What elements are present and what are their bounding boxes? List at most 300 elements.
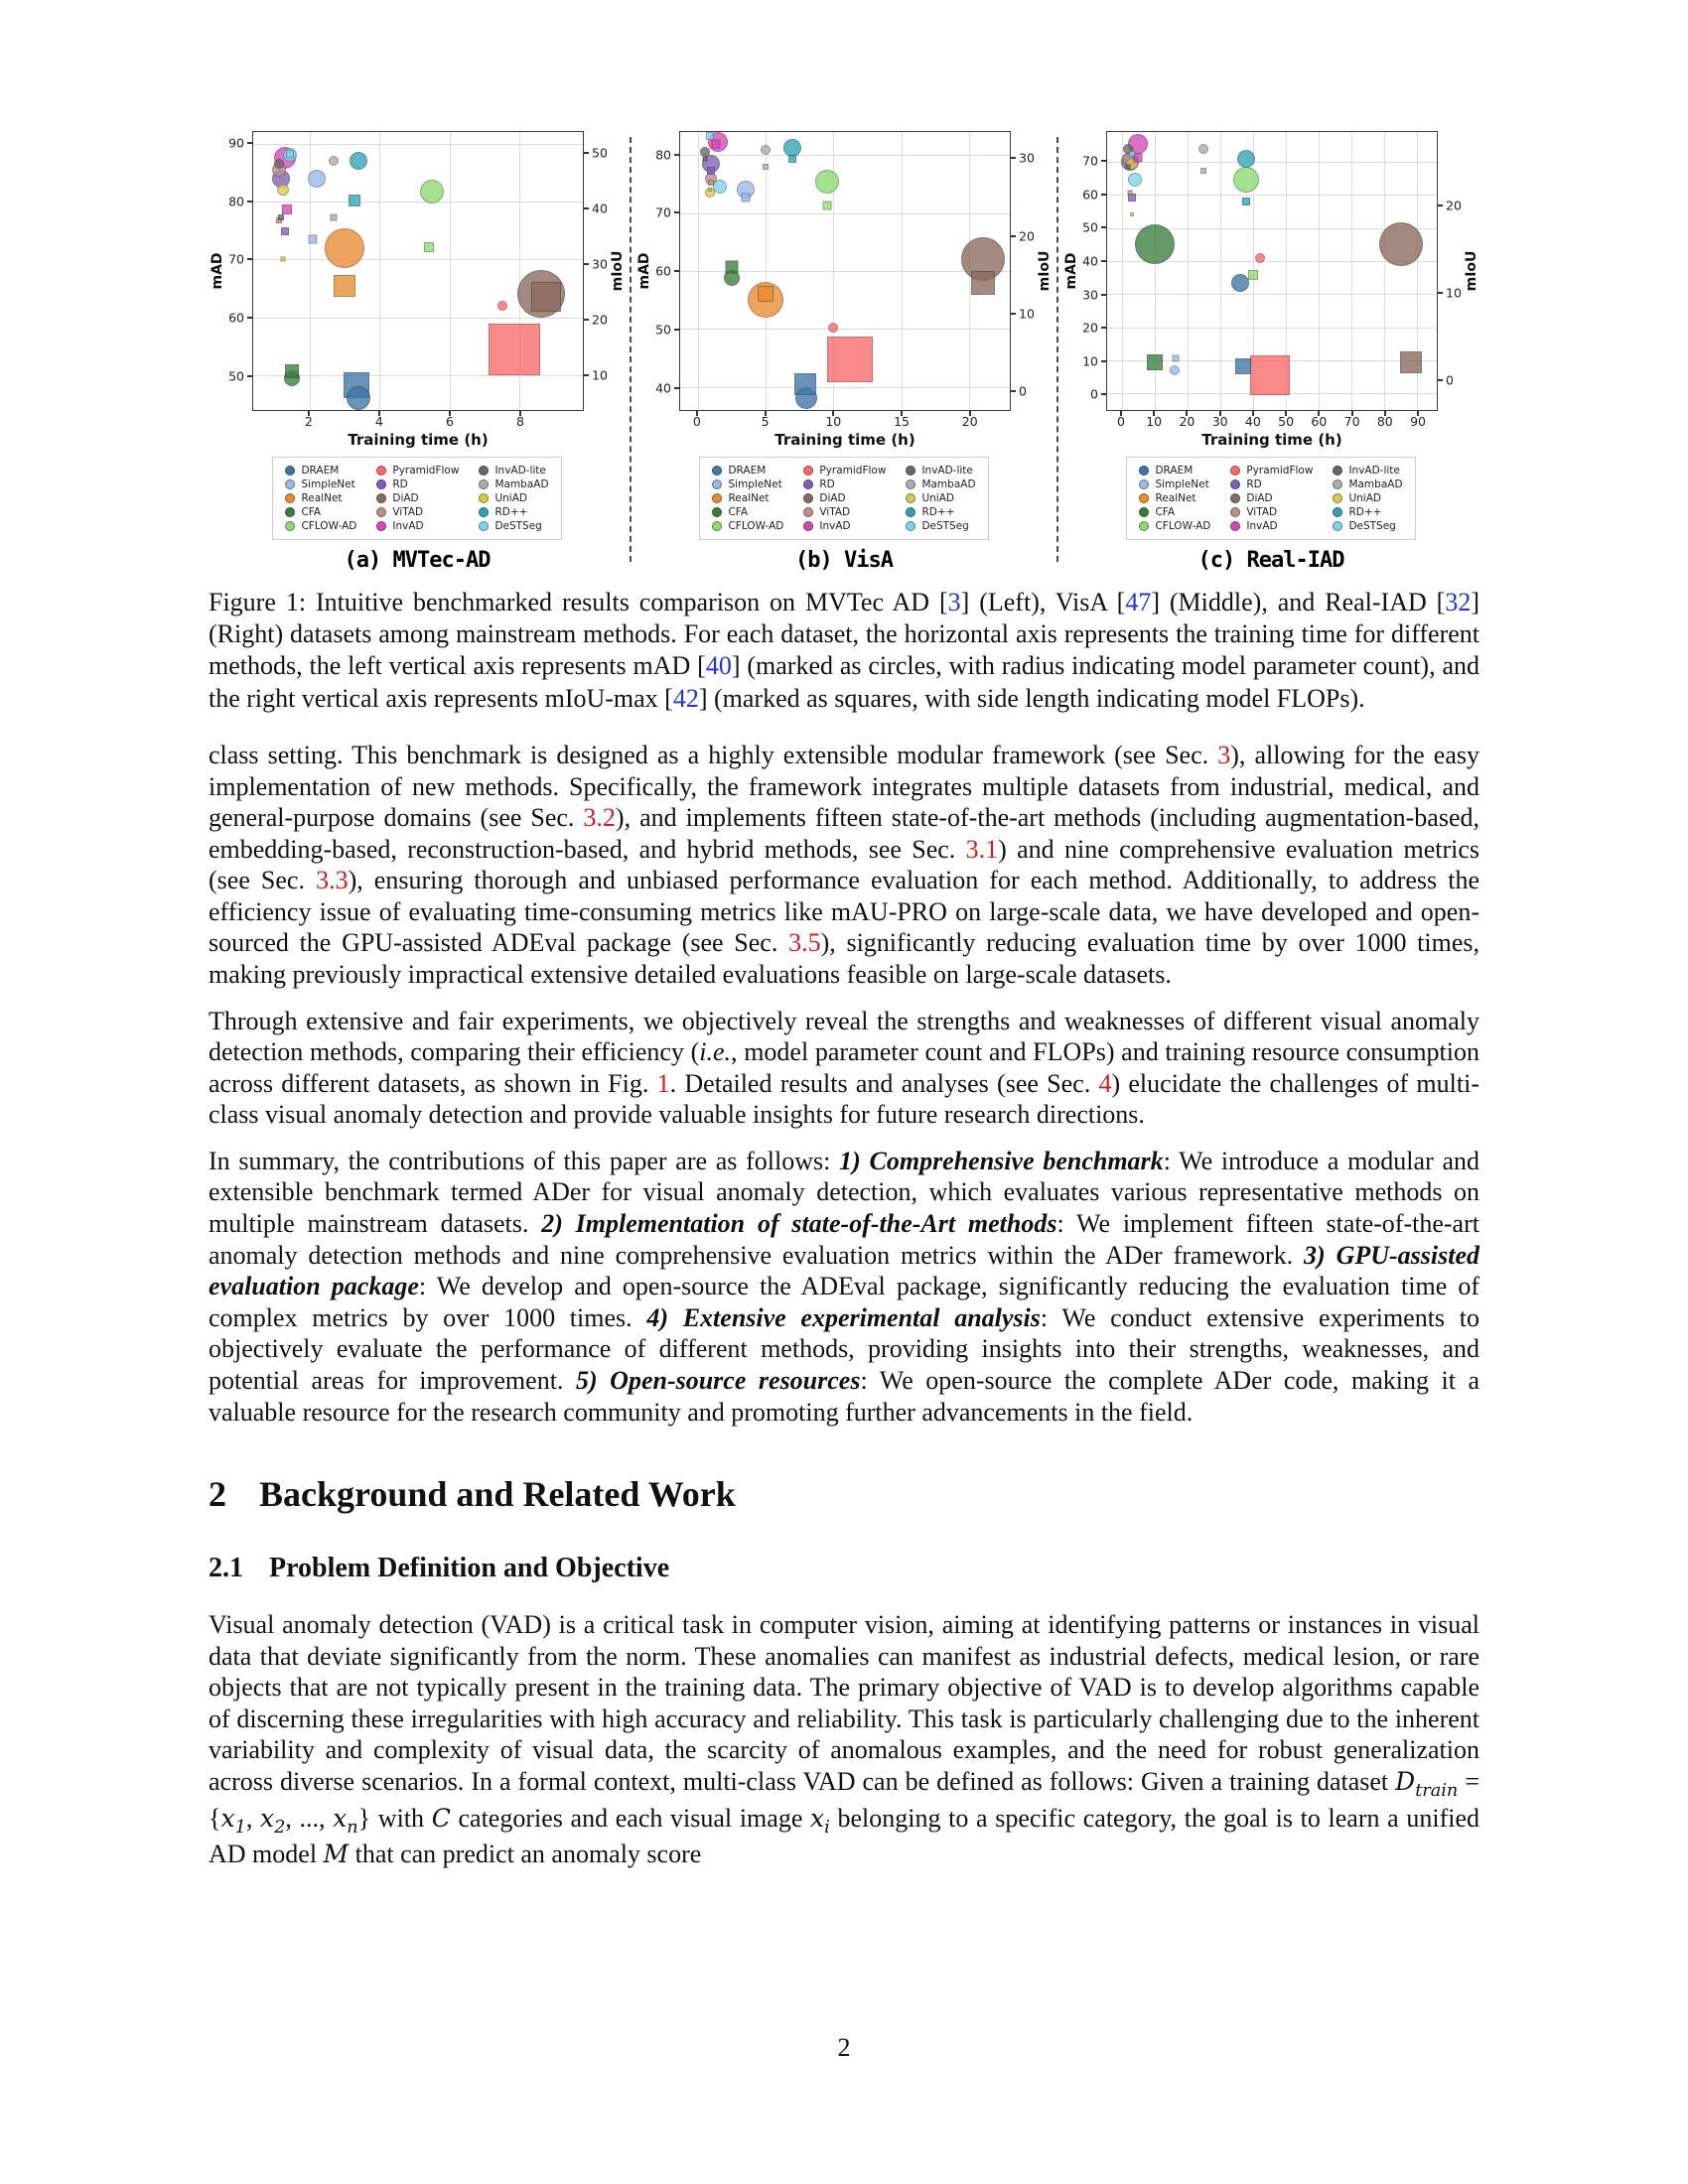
legend-label: ViTAD: [819, 506, 851, 518]
legend-marker-icon: [1333, 479, 1342, 489]
legend-label: CFLOW-AD: [728, 520, 784, 532]
chart-subcaption: (a) MVTec-AD: [344, 548, 491, 573]
legend-item-rd: [376, 478, 459, 491]
data-point-draem-circle: [347, 386, 370, 410]
legend-marker-icon: [803, 479, 813, 489]
legend-label: PyramidFlow: [1246, 465, 1314, 477]
subsection-title: Problem Definition and Objective: [269, 1553, 670, 1584]
plot-area: [679, 131, 1011, 411]
legend-item-invad-lite: [906, 464, 975, 478]
section-ref-link[interactable]: 3.2: [583, 803, 616, 833]
legend-marker-icon: [479, 507, 489, 517]
data-point-cfa-square: [725, 261, 738, 274]
chart-subcaption: (c) Real-IAD: [1197, 548, 1344, 573]
legend-item-mambaad: [1333, 478, 1402, 491]
legend-label: RD++: [1348, 506, 1382, 518]
chart-panel-visa: [635, 131, 1053, 573]
gridline-horizontal: [1107, 328, 1437, 329]
right-axis-tick-mark: [584, 152, 589, 154]
data-point-cflow-ad-square: [822, 201, 831, 209]
legend-item-draem: [1139, 464, 1210, 478]
section-ref-link[interactable]: 3.5: [788, 928, 821, 958]
data-point-mambaad-circle: [761, 145, 771, 155]
data-point-invad-square: [1134, 154, 1143, 163]
left-axis-tick-label: 30: [1082, 287, 1098, 302]
legend-marker-icon: [376, 479, 386, 489]
citation-link[interactable]: 42: [672, 683, 699, 713]
text-segment: class setting. This benchmark is designed as a highly extensible modular framework (see Sec.: [209, 740, 1218, 769]
x-axis-tick-label: 80: [1376, 414, 1393, 429]
legend-marker-icon: [803, 493, 813, 503]
gridline-vertical: [902, 132, 903, 410]
right-axis-tick-mark: [1011, 313, 1016, 315]
data-point-mambaad-square: [763, 164, 769, 170]
text-segment: n: [347, 1817, 358, 1838]
left-axis-label: mAD: [1063, 252, 1079, 290]
legend-marker-icon: [1139, 507, 1149, 517]
text-segment: , model parameter count and FLOPs) and training resource consumption across different datasets, as shown in Fig.: [209, 1037, 1479, 1098]
legend-marker-icon: [712, 521, 722, 531]
legend-item-realnet: [712, 491, 783, 505]
text-segment: x: [260, 1803, 275, 1833]
legend-label: InvAD-lite: [921, 465, 973, 477]
legend-label: RD: [392, 478, 408, 490]
data-point-rd++-circle: [1237, 150, 1255, 168]
right-axis-tick-label: 20: [592, 312, 608, 328]
left-axis-tick-label: 50: [655, 322, 671, 338]
section-title: Background and Related Work: [259, 1474, 736, 1515]
left-axis: [1062, 131, 1106, 411]
text-segment: ), allowing for the easy implementation of new methods. Specifically, the framework integrates multiple datasets from industrial, medical, and general-purpose domains (see Sec.: [209, 740, 1479, 833]
x-axis-tick-label: 20: [961, 414, 978, 429]
gridline-horizontal: [253, 375, 583, 376]
legend-item-invad: [803, 519, 886, 533]
right-axis-tick-label: 10: [1446, 285, 1462, 301]
x-axis-tick-label: 90: [1410, 414, 1426, 429]
legend-item-mambaad: [906, 478, 975, 491]
gridline-horizontal: [253, 318, 583, 319]
gridline-vertical: [1384, 132, 1385, 410]
data-point-invad-lite-square: [1126, 165, 1131, 170]
data-point-draem-square: [1235, 358, 1251, 374]
legend-label: UniAD: [494, 492, 527, 504]
legend-marker-icon: [906, 507, 915, 517]
gridline-horizontal: [680, 329, 1010, 330]
right-axis-tick-label: 10: [592, 367, 608, 383]
gridline-horizontal: [253, 144, 583, 145]
data-point-rd++-circle: [350, 152, 367, 170]
section-ref-link[interactable]: 1: [656, 1068, 670, 1098]
legend-item-destseg: [1333, 519, 1402, 533]
legend-item-uniad: [479, 491, 548, 505]
left-axis-tick-label: 50: [1082, 219, 1098, 235]
text-segment: = {: [209, 1766, 1479, 1833]
legend-item-cfa: [285, 505, 356, 519]
panel-separator: [1056, 137, 1058, 562]
left-axis-tick-label: 60: [655, 263, 671, 279]
data-point-cfa-square: [285, 364, 299, 378]
text-segment: ), ensuring thorough and unbiased performance evaluation for each method. Additionally, to address the efficiency issue of evaluating time-consuming metrics like mAU-PRO on large-scale data, we have developed and open-sourced the GPU-assisted ADEval package (see Sec.: [209, 866, 1479, 958]
text-segment: train: [1415, 1781, 1459, 1802]
legend-item-invad-lite: [479, 464, 548, 478]
data-point-pyramidflow-circle: [828, 323, 838, 333]
data-point-realnet-square: [334, 275, 355, 297]
text-segment: D: [1395, 1766, 1416, 1796]
legend-label: DRAEM: [1155, 465, 1194, 477]
data-point-rd++-square: [1242, 198, 1250, 205]
legend-item-vitad: [803, 505, 886, 519]
x-axis-tick-label: 5: [761, 414, 770, 429]
left-axis-label: mAD: [636, 252, 652, 290]
text-segment: , ...,: [285, 1803, 334, 1833]
legend-marker-icon: [1139, 521, 1149, 531]
data-point-draem-square: [794, 373, 816, 395]
text-segment: i: [824, 1817, 830, 1838]
data-point-invad-square: [711, 139, 720, 148]
text-segment: ] (marked as circles, with radius indicating model parameter count), and the right vertical axis represents mIoU-max [: [209, 651, 1479, 713]
chart-area: [1062, 131, 1479, 411]
data-point-rd-square: [707, 167, 715, 175]
right-axis-tick-mark: [584, 263, 589, 265]
gridline-vertical: [1351, 132, 1352, 410]
data-point-pyramidflow-square: [1250, 355, 1290, 395]
gridline-vertical: [1319, 132, 1320, 410]
text-segment: ), significantly reducing evaluation time by over 1000 times, making previously impractical extensive detailed evaluations feasible on large-scale datasets.: [209, 928, 1480, 989]
legend-marker-icon: [1333, 507, 1342, 517]
legend-label: DeSTSeg: [921, 520, 969, 532]
left-axis-tick-label: 90: [228, 135, 244, 151]
data-point-uniad-square: [708, 188, 712, 192]
legend-label: UniAD: [1348, 492, 1381, 504]
legend-label: RealNet: [728, 492, 770, 504]
data-point-realnet-circle: [325, 228, 364, 268]
legend-marker-icon: [1230, 493, 1240, 503]
data-point-invad-lite-square: [702, 157, 707, 162]
right-axis-tick-mark: [584, 319, 589, 321]
text-segment: 1) Comprehensive benchmark: [839, 1146, 1164, 1175]
legend-label: DiAD: [1246, 492, 1273, 504]
legend-label: PyramidFlow: [819, 465, 887, 477]
data-point-simplenet-square: [1173, 354, 1180, 361]
x-axis-tick-label: 2: [304, 414, 313, 429]
body-paragraph-3: [209, 1146, 1479, 1428]
legend-label: DiAD: [392, 492, 419, 504]
data-point-uniad-square: [281, 256, 286, 261]
legend-label: UniAD: [921, 492, 954, 504]
text-segment: that can predict an anomaly score: [349, 1840, 702, 1869]
legend-label: CFA: [301, 506, 322, 518]
legend-label: DeSTSeg: [494, 520, 542, 532]
legend-marker-icon: [712, 493, 722, 503]
x-axis-ticks: [252, 411, 584, 430]
right-axis-tick-mark: [1011, 390, 1016, 392]
left-axis-tick-label: 70: [228, 251, 244, 267]
x-axis-tick-label: 6: [445, 414, 454, 429]
legend-marker-icon: [803, 521, 813, 531]
right-axis-label: mIoU: [1037, 250, 1053, 292]
right-axis-tick-mark: [1011, 157, 1016, 159]
left-axis-tick-label: 60: [1082, 187, 1098, 203]
text-segment: ,: [245, 1803, 260, 1833]
text-segment: Figure 1: Intuitive benchmarked results comparison on MVTec AD [: [209, 588, 948, 616]
data-point-destseg-square: [286, 150, 294, 158]
x-axis-tick-label: 10: [825, 414, 842, 429]
data-point-simplenet-circle: [1170, 365, 1180, 375]
right-axis-tick-mark: [1011, 235, 1016, 237]
chart-area: [635, 131, 1053, 411]
legend-item-realnet: [285, 491, 356, 505]
text-segment: ] (Middle), and Real-IAD [: [1151, 588, 1446, 616]
legend-label: InvAD: [392, 520, 424, 532]
right-axis-tick-label: 30: [1019, 150, 1035, 166]
text-segment: : We implement fifteen state-of-the-art anomaly detection methods and nine comprehensive evaluation metrics within the ADer framework.: [209, 1209, 1479, 1270]
x-axis-tick-label: 30: [1211, 414, 1228, 429]
data-point-cflow-ad-square: [1248, 270, 1258, 280]
text-segment: In summary, the contributions of this paper are as follows:: [209, 1146, 840, 1175]
data-point-vitad-square: [708, 180, 714, 186]
legend-item-destseg: [906, 519, 975, 533]
legend-item-rd: [1230, 478, 1313, 491]
legend-label: DiAD: [819, 492, 846, 504]
legend-label: RD: [1246, 478, 1262, 490]
section-heading-2: [209, 1473, 1479, 1515]
right-axis-tick-label: 20: [1446, 198, 1462, 213]
left-axis-tick-label: 20: [1082, 320, 1098, 336]
x-axis-tick-label: 0: [692, 414, 701, 429]
legend-label: RealNet: [1155, 492, 1196, 504]
legend-label: SimpleNet: [1155, 478, 1209, 490]
data-point-simplenet-circle: [308, 170, 326, 188]
left-axis-tick-label: 70: [655, 205, 671, 220]
legend-item-diad: [376, 491, 459, 505]
x-axis-tick-label: 40: [1244, 414, 1261, 429]
data-point-cflow-ad-square: [424, 242, 434, 252]
data-point-diad-square: [531, 282, 561, 312]
left-axis: [209, 131, 252, 411]
right-axis-tick-mark: [1438, 205, 1443, 206]
text-segment: : We open-source the complete ADer code, making it a valuable resource for the research community and promoting further advancements in the field.: [209, 1365, 1480, 1427]
legend-item-draem: [285, 464, 356, 478]
gridline-vertical: [379, 132, 380, 410]
text-segment: i.e.: [699, 1037, 732, 1067]
legend-label: CFA: [728, 506, 749, 518]
panel-separator: [630, 137, 632, 562]
chart-legend: [272, 457, 561, 540]
x-axis-tick-label: 10: [1146, 414, 1163, 429]
text-segment: ] (Left), VisA [: [960, 588, 1126, 616]
legend-marker-icon: [712, 507, 722, 517]
text-segment: Visual anomaly detection (VAD) is a critical task in computer vision, aiming at identifying patterns or instances in visual data that deviate significantly from the norm. These anomalies can manifest as industrial defects, medical lesion, or rare objects that are not typically present in the training data. The primary objective of VAD is to develop algorithms capable of discerning these irregularities with high accuracy and reliability. This task is particularly challenging due to the inherent variability and complexity of visual data, the scarcity of anomalous examples, and the need for robust generalization across diverse scenarios. In a formal context, multi-class VAD can be defined as follows: Given a training dataset: [209, 1610, 1479, 1796]
x-axis-tick-label: 8: [516, 414, 525, 429]
text-segment: 2: [274, 1817, 286, 1838]
legend-marker-icon: [803, 507, 813, 517]
legend-marker-icon: [479, 521, 489, 531]
left-axis-tick-label: 0: [1090, 386, 1098, 402]
chart-legend: [1126, 457, 1415, 540]
legend-label: CFLOW-AD: [1155, 520, 1211, 532]
citation-link[interactable]: 32: [1445, 588, 1472, 616]
text-segment: 4) Extensive experimental analysis: [646, 1302, 1041, 1332]
left-axis-tick-label: 80: [655, 147, 671, 162]
x-axis-tick-label: 0: [1116, 414, 1125, 429]
legend-item-invad-lite: [1333, 464, 1402, 478]
x-axis-label: Training time (h): [1201, 431, 1342, 449]
text-segment: ] (marked as squares, with side length indicating model FLOPs).: [698, 683, 1365, 713]
data-point-mambaad-circle: [329, 156, 339, 166]
legend-label: RD: [819, 478, 835, 490]
legend-label: ViTAD: [392, 506, 424, 518]
legend-item-vitad: [1230, 505, 1313, 519]
data-point-pyramidflow-square: [489, 324, 540, 375]
legend-item-cfa: [1139, 505, 1210, 519]
gridline-vertical: [450, 132, 451, 410]
gridline-vertical: [1220, 132, 1221, 410]
legend-marker-icon: [906, 521, 915, 531]
legend-item-simplenet: [1139, 478, 1210, 491]
x-axis-label: Training time (h): [348, 431, 489, 449]
x-axis-label: Training time (h): [774, 431, 915, 449]
chart-legend: [699, 457, 988, 540]
data-point-simplenet-square: [309, 235, 318, 244]
gridline-horizontal: [680, 155, 1010, 156]
legend-label: MambaAD: [921, 478, 976, 490]
data-point-mambaad-circle: [1198, 144, 1208, 154]
legend-marker-icon: [285, 493, 295, 503]
text-segment: 1: [234, 1817, 246, 1838]
legend-label: CFA: [1155, 506, 1176, 518]
left-axis-tick-label: 80: [228, 194, 244, 208]
right-axis-tick-label: 40: [592, 201, 608, 216]
right-axis-label: mIoU: [1464, 250, 1479, 292]
text-segment: : We develop and open-source the ADEval package, significantly reducing the evaluation time of complex metrics by over 1000 times.: [209, 1272, 1479, 1332]
left-axis-tick-label: 10: [1082, 353, 1098, 369]
data-point-mambaad-square: [331, 213, 338, 220]
legend-label: PyramidFlow: [392, 465, 460, 477]
legend-item-rd++: [906, 505, 975, 519]
data-point-rd-square: [281, 227, 289, 235]
data-point-draem-circle: [1231, 274, 1249, 292]
gridline-horizontal: [1107, 294, 1437, 295]
legend-item-mambaad: [479, 478, 548, 491]
legend-marker-icon: [906, 479, 915, 489]
legend-marker-icon: [376, 521, 386, 531]
legend-marker-icon: [906, 466, 915, 476]
data-point-diad-circle: [1379, 222, 1423, 266]
legend-label: MambaAD: [1348, 478, 1403, 490]
legend-label: CFLOW-AD: [301, 520, 357, 532]
legend-marker-icon: [712, 466, 722, 476]
legend-marker-icon: [285, 521, 295, 531]
legend-label: InvAD: [1246, 520, 1278, 532]
text-segment: Through extensive and fair experiments, we objectively reveal the strengths and weaknesses of different visual anomaly detection methods, comparing their efficiency (: [209, 1006, 1479, 1067]
data-point-invad-lite-circle: [274, 159, 284, 169]
chart-subcaption: (b) VisA: [795, 548, 893, 573]
legend-item-diad: [803, 491, 886, 505]
legend-item-cflow-ad: [285, 519, 356, 533]
chart-panel-real-iad: [1062, 131, 1479, 573]
legend-label: DRAEM: [301, 465, 340, 477]
data-point-uniad-circle: [277, 184, 289, 196]
legend-item-pyramidflow: [1230, 464, 1313, 478]
legend-marker-icon: [1333, 493, 1342, 503]
data-point-invad-square: [282, 205, 292, 214]
data-point-mambaad-square: [1200, 168, 1206, 174]
legend-item-uniad: [1333, 491, 1402, 505]
gridline-horizontal: [680, 387, 1010, 388]
legend-item-pyramidflow: [803, 464, 886, 478]
data-point-cflow-ad-circle: [815, 170, 839, 194]
legend-item-uniad: [906, 491, 975, 505]
text-segment: x: [810, 1803, 825, 1833]
data-point-destseg-circle: [1128, 173, 1142, 187]
section-ref-link[interactable]: 3: [1217, 740, 1231, 769]
section-ref-link[interactable]: 3.1: [965, 834, 999, 864]
gridline-horizontal: [680, 213, 1010, 214]
left-axis: [635, 131, 679, 411]
left-axis-tick-label: 40: [655, 380, 671, 395]
gridline-horizontal: [253, 202, 583, 203]
text-segment: ) elucidate the challenges of multi-class visual anomaly detection and provide valuable insights for future research directions.: [209, 1068, 1479, 1130]
data-point-pyramidflow-circle: [497, 301, 507, 311]
text-segment: ), and implements fifteen state-of-the-art methods (including augmentation-based, embedding-based, reconstruction-based, and hybrid methods, see Sec.: [209, 803, 1479, 864]
legend-marker-icon: [1333, 466, 1342, 476]
text-segment: belonging to a specific category, the goal is to learn a unified AD model: [209, 1803, 1480, 1869]
legend-marker-icon: [479, 479, 489, 489]
text-segment: x: [220, 1803, 235, 1833]
data-point-vitad-square: [1128, 191, 1133, 196]
left-axis-tick-label: 50: [228, 368, 244, 384]
x-axis-ticks: [1106, 411, 1438, 430]
legend-marker-icon: [1230, 466, 1240, 476]
legend-label: InvAD-lite: [494, 465, 546, 477]
citation-link[interactable]: 40: [705, 651, 732, 681]
legend-marker-icon: [1333, 521, 1342, 531]
section-number: 2: [209, 1474, 226, 1515]
plot-area: [252, 131, 584, 411]
legend-item-invad: [1230, 519, 1313, 533]
data-point-diad-square: [971, 271, 995, 295]
legend-label: SimpleNet: [301, 478, 355, 490]
text-segment: ) and nine comprehensive evaluation metrics (see Sec.: [209, 834, 1479, 895]
data-point-cflow-ad-circle: [1233, 167, 1259, 193]
legend-item-cflow-ad: [712, 519, 783, 533]
x-axis-tick-label: 60: [1311, 414, 1328, 429]
legend-marker-icon: [376, 466, 386, 476]
subsection-number: 2.1: [209, 1553, 243, 1584]
data-point-uniad-square: [1130, 212, 1134, 216]
citation-link[interactable]: 3: [947, 588, 961, 616]
chart-panel-mvtec-ad: [209, 131, 626, 573]
section-ref-link[interactable]: 4: [1098, 1068, 1112, 1098]
body-paragraph-2: [209, 1006, 1479, 1131]
legend-marker-icon: [1230, 507, 1240, 517]
citation-link[interactable]: 47: [1125, 588, 1152, 616]
legend-marker-icon: [376, 493, 386, 503]
right-axis-tick-mark: [1438, 292, 1443, 294]
left-axis-label: mAD: [210, 252, 225, 290]
text-segment: M: [323, 1840, 350, 1869]
legend-item-rd: [803, 478, 886, 491]
page-content: [209, 0, 1479, 1870]
legend-label: InvAD: [819, 520, 851, 532]
legend-item-simplenet: [285, 478, 356, 491]
section-ref-link[interactable]: 3.3: [316, 866, 349, 895]
legend-item-invad: [376, 519, 459, 533]
body-paragraph-1: [209, 740, 1479, 991]
x-axis-tick-label: 20: [1179, 414, 1196, 429]
text-segment: ] (Right) datasets among mainstream methods. For each dataset, the horizontal axis represents the training time for different methods, the left vertical axis represents mAD [: [209, 588, 1480, 681]
x-axis-tick-label: 70: [1343, 414, 1360, 429]
